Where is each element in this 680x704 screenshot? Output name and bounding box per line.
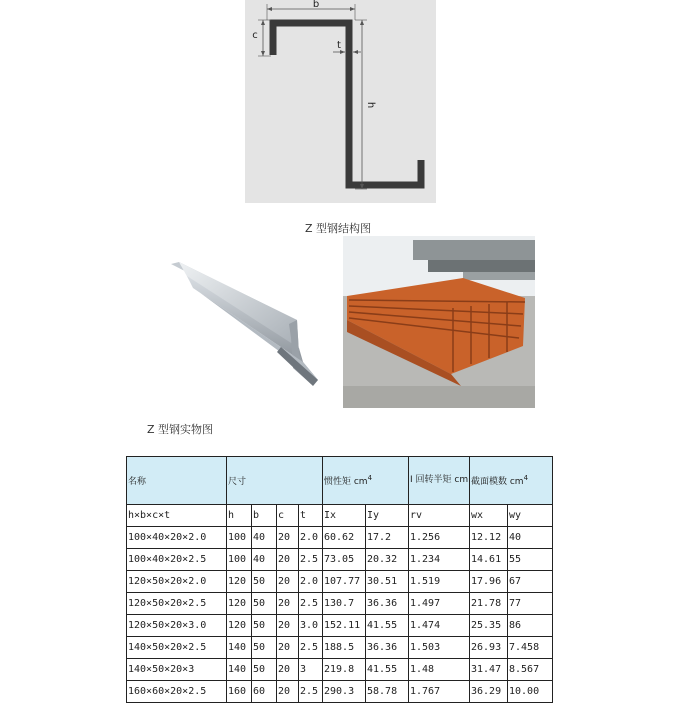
table-cell: 58.78: [366, 681, 409, 703]
table-cell: 55: [508, 549, 553, 571]
table-cell: 20: [277, 571, 299, 593]
table-cell: 50: [252, 593, 277, 615]
header-size: 尺寸: [227, 457, 323, 505]
table-row: [127, 637, 553, 659]
table-cell: 20: [277, 593, 299, 615]
table-cell: 41.55: [366, 659, 409, 681]
table-cell: 86: [508, 615, 553, 637]
header-gyration: I 回转半矩 cm: [409, 457, 470, 505]
z-profile-shape: [273, 23, 421, 185]
z-profile-drawing: [245, 0, 436, 203]
subheader-cell: wx: [470, 505, 508, 527]
table-cell: 1.48: [409, 659, 470, 681]
table-cell: 2.5: [299, 681, 323, 703]
table-cell: 36.29: [470, 681, 508, 703]
table-cell: 1.767: [409, 681, 470, 703]
galvanized-beam-photo: [163, 252, 335, 408]
subheader-cell: b: [252, 505, 277, 527]
table-cell: 7.458: [508, 637, 553, 659]
table-cell: 1.519: [409, 571, 470, 593]
table-cell: 120×50×20×2.5: [127, 593, 227, 615]
table-cell: 100: [227, 527, 252, 549]
table-cell: 73.05: [323, 549, 366, 571]
table-row: [127, 527, 553, 549]
table-cell: 10.00: [508, 681, 553, 703]
table-cell: 140: [227, 637, 252, 659]
table-row: [127, 615, 553, 637]
table-cell: 60: [252, 681, 277, 703]
table-cell: 77: [508, 593, 553, 615]
table-cell: 36.36: [366, 593, 409, 615]
table-cell: 21.78: [470, 593, 508, 615]
table-cell: 2.5: [299, 593, 323, 615]
table-row: [127, 681, 553, 703]
table-cell: 30.51: [366, 571, 409, 593]
table-cell: 1.503: [409, 637, 470, 659]
table-cell: 140: [227, 659, 252, 681]
table-cell: 140×50×20×3: [127, 659, 227, 681]
header-inertia: 惯性矩 $cm^4$: [323, 457, 409, 505]
table-cell: 290.3: [323, 681, 366, 703]
table-body: [127, 527, 553, 703]
table-cell: 67: [508, 571, 553, 593]
table-cell: 1.474: [409, 615, 470, 637]
table-cell: 50: [252, 659, 277, 681]
table-row: [127, 571, 553, 593]
table-cell: 8.567: [508, 659, 553, 681]
table-cell: 20: [277, 637, 299, 659]
table-header-row: [127, 457, 553, 505]
table-cell: 36.36: [366, 637, 409, 659]
table-cell: 31.47: [470, 659, 508, 681]
table-cell: 3: [299, 659, 323, 681]
table-subheader-row: [127, 505, 553, 527]
structure-caption: Z 型钢结构图: [305, 222, 372, 235]
table-cell: 219.8: [323, 659, 366, 681]
label-h: h: [365, 101, 376, 109]
z-profile-diagram: [245, 0, 436, 203]
table-cell: 40: [252, 527, 277, 549]
table-cell: 50: [252, 615, 277, 637]
table-cell: 120×50×20×3.0: [127, 615, 227, 637]
table-cell: 120: [227, 593, 252, 615]
table-cell: 25.35: [470, 615, 508, 637]
table-cell: 40: [508, 527, 553, 549]
table-cell: 2.0: [299, 527, 323, 549]
table-cell: 160: [227, 681, 252, 703]
table-cell: 160×60×20×2.5: [127, 681, 227, 703]
table-cell: 50: [252, 571, 277, 593]
table-cell: 1.497: [409, 593, 470, 615]
table-cell: 1.256: [409, 527, 470, 549]
table-cell: 17.2: [366, 527, 409, 549]
table-cell: 60.62: [323, 527, 366, 549]
table-cell: 152.11: [323, 615, 366, 637]
table-cell: 2.5: [299, 549, 323, 571]
table-row: [127, 593, 553, 615]
subheader-cell: Ix: [323, 505, 366, 527]
subheader-cell: h: [227, 505, 252, 527]
table-cell: 12.12: [470, 527, 508, 549]
table-cell: 20.32: [366, 549, 409, 571]
table-cell: 41.55: [366, 615, 409, 637]
table-cell: 2.0: [299, 571, 323, 593]
table-cell: 120: [227, 615, 252, 637]
table-cell: 20: [277, 527, 299, 549]
table-cell: 3.0: [299, 615, 323, 637]
subheader-cell: t: [299, 505, 323, 527]
subheader-cell: wy: [508, 505, 553, 527]
header-name: 名称: [127, 457, 227, 505]
table-cell: 40: [252, 549, 277, 571]
table-cell: 20: [277, 681, 299, 703]
table-cell: 100: [227, 549, 252, 571]
table-cell: 188.5: [323, 637, 366, 659]
subheader-cell: h×b×c×t: [127, 505, 227, 527]
label-c: c: [252, 30, 258, 41]
table-cell: 50: [252, 637, 277, 659]
label-t: t: [337, 40, 341, 51]
table-cell: 20: [277, 549, 299, 571]
label-b: b: [312, 0, 320, 10]
subheader-cell: Iy: [366, 505, 409, 527]
table-cell: 2.5: [299, 637, 323, 659]
table-cell: 26.93: [470, 637, 508, 659]
table-row: [127, 659, 553, 681]
table-cell: 140×50×20×2.5: [127, 637, 227, 659]
table-cell: 120×50×20×2.0: [127, 571, 227, 593]
header-modulus: 截面模数 $cm^4$: [470, 457, 553, 505]
table-cell: 14.61: [470, 549, 508, 571]
subheader-cell: c: [277, 505, 299, 527]
table-cell: 100×40×20×2.5: [127, 549, 227, 571]
table-cell: 120: [227, 571, 252, 593]
table-cell: 17.96: [470, 571, 508, 593]
table-cell: 1.234: [409, 549, 470, 571]
stacked-beams-photo: [343, 236, 535, 408]
photo-caption: Z 型钢实物图: [147, 423, 214, 436]
table-cell: 20: [277, 659, 299, 681]
table-cell: 100×40×20×2.0: [127, 527, 227, 549]
table-cell: 130.7: [323, 593, 366, 615]
table-cell: 107.77: [323, 571, 366, 593]
table-cell: 20: [277, 615, 299, 637]
table-row: [127, 549, 553, 571]
spec-table: [126, 456, 553, 703]
subheader-cell: rv: [409, 505, 470, 527]
